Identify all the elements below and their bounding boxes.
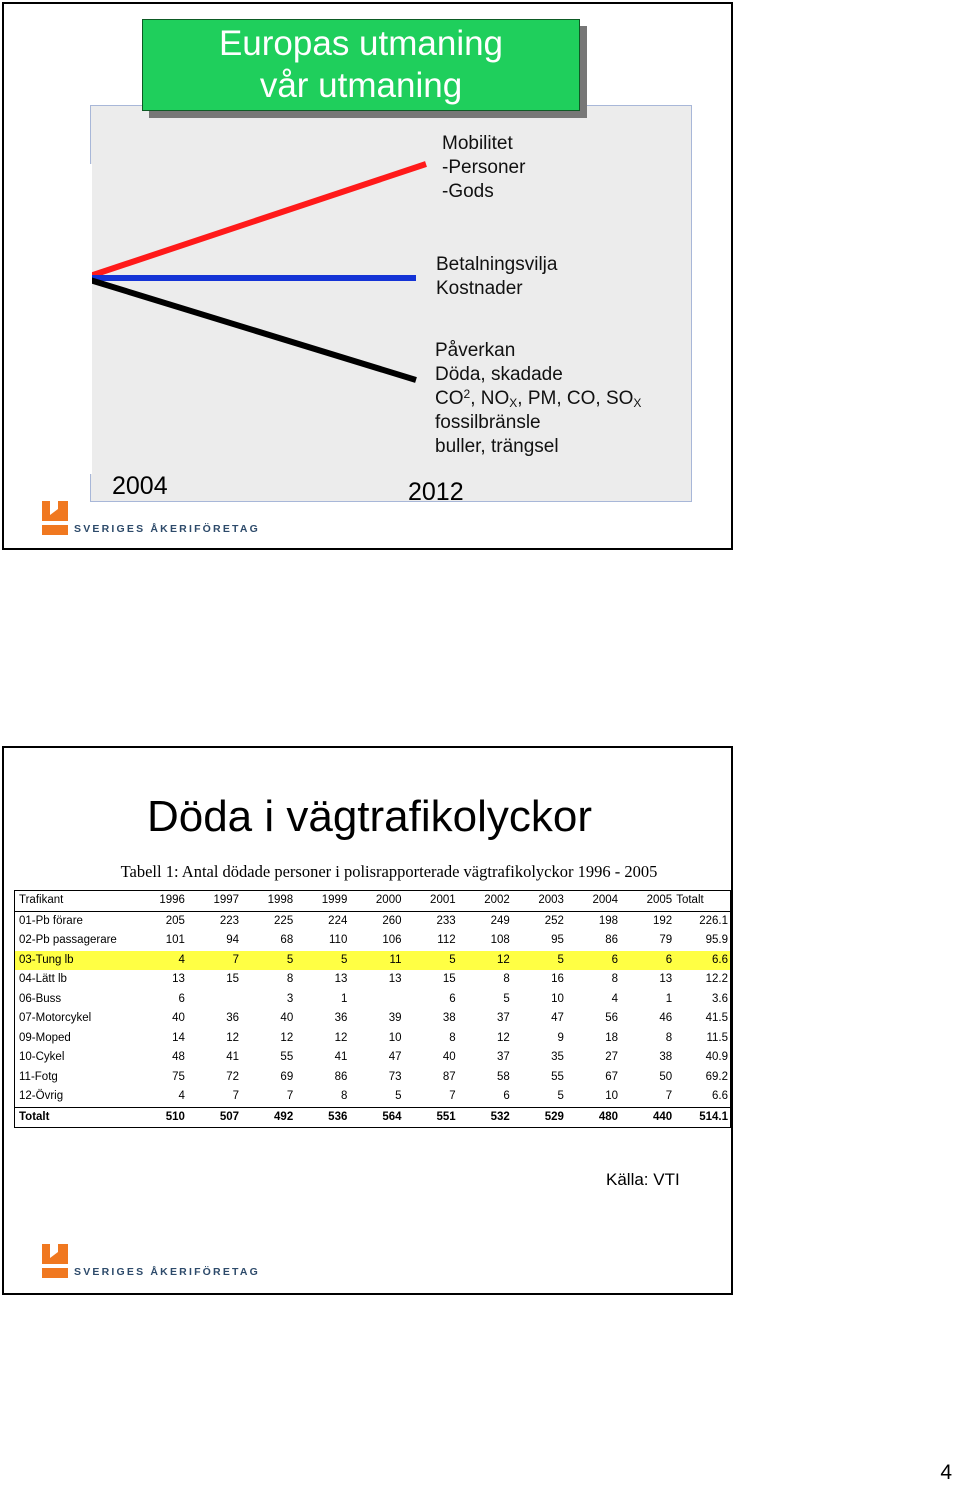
table-cell: 205 (165, 914, 185, 927)
table-cell: 13 (659, 973, 673, 985)
table-cell: 13 (172, 973, 185, 985)
table-cell: 40 (172, 1012, 185, 1024)
table-cell: 69 (280, 1070, 294, 1083)
table-cell: 40 (442, 1051, 456, 1063)
table-cell: 4 (178, 1090, 185, 1102)
table-cell: 7 (187, 951, 241, 971)
table-cell: 551 (404, 1107, 458, 1128)
table-row (15, 1029, 731, 1049)
table-cell: 73 (388, 1070, 402, 1083)
table-cell: 2005 (620, 891, 674, 912)
table-cell: 198 (598, 914, 619, 927)
table-cell: 55 (280, 1051, 294, 1063)
logo-sveriges-akeriforetag-2 (40, 1244, 261, 1285)
table-cell: 14 (172, 1031, 185, 1044)
table-cell: 12 (280, 1031, 294, 1044)
table-cell: 6 (449, 992, 456, 1005)
table-cell: 95.9 (674, 931, 730, 951)
table-cell: 225 (274, 914, 294, 927)
table-cell: 106 (382, 934, 402, 946)
table-cell: 86 (605, 934, 619, 946)
table-total-row (15, 1107, 731, 1128)
black-line-impact (90, 280, 416, 380)
table-cell: 514.1 (674, 1107, 730, 1128)
table-cell: 108 (490, 934, 510, 946)
table-cell: 12 (226, 1031, 240, 1044)
table-row (15, 1009, 731, 1029)
label-impact-noise: buller, trängsel (435, 436, 559, 457)
logo-text: SVERIGES ÅKERIFÖRETAG (74, 1266, 261, 1278)
table-cell: 7 (286, 1090, 294, 1102)
table-cell: 2000 (349, 891, 403, 912)
slide-title-box (142, 19, 580, 111)
table-cell: 50 (659, 1070, 673, 1083)
table-row-label: 06-Buss (15, 990, 133, 1010)
table-cell: 6 (620, 951, 674, 971)
table-cell: 6 (503, 1090, 510, 1102)
label-impact-deaths: Döda, skadade (435, 364, 563, 385)
table-row (15, 1068, 731, 1088)
year-start: 2004 (112, 472, 168, 500)
table-cell: 224 (328, 914, 348, 927)
table-cell: Totalt (674, 891, 730, 912)
table-cell: 13 (334, 973, 348, 985)
table-cell: 37 (496, 1012, 510, 1024)
label-willingness-title: Betalningsvilja (436, 254, 558, 275)
table-cell: 10 (388, 1031, 402, 1044)
table-cell: 15 (226, 973, 240, 985)
table-cell: 5 (503, 992, 510, 1005)
table-cell: 79 (659, 934, 673, 946)
table-cell: 101 (165, 934, 185, 946)
table-cell: 4 (133, 951, 187, 971)
table-cell: 94 (226, 934, 240, 946)
table-cell: 11 (349, 951, 403, 971)
table-cell: 233 (436, 914, 456, 927)
table-cell: 6.6 (674, 1087, 730, 1107)
table-cell: 1996 (133, 891, 187, 912)
table-cell: 39 (388, 1012, 402, 1024)
table-cell: 252 (544, 914, 564, 927)
table-cell: 8 (665, 1031, 673, 1044)
table-row-label: 01-Pb förare (15, 911, 133, 931)
table-row-label: 11-Fotg (15, 1068, 133, 1088)
table-cell: 110 (329, 934, 348, 946)
table-cell: 72 (226, 1070, 240, 1083)
slide-doda-i-vagtrafikolyckor (2, 746, 733, 1295)
slide-europas-utmaning (2, 2, 733, 550)
table-cell: 5 (295, 951, 349, 971)
label-impact (435, 339, 641, 459)
table-cell: 56 (605, 1012, 619, 1024)
table-cell: 58 (496, 1070, 510, 1083)
table-cell (349, 990, 403, 1010)
table-cell: 8 (340, 1090, 348, 1102)
table-cell: 5 (512, 951, 566, 971)
table-cell: 440 (620, 1107, 674, 1128)
table-cell: 9 (557, 1031, 564, 1044)
table-cell: 532 (458, 1107, 512, 1128)
table-cell: 36 (334, 1012, 348, 1024)
table-cell: 55 (551, 1070, 564, 1083)
logo-sveriges-akeriforetag (40, 501, 261, 542)
table-cell: 67 (605, 1070, 619, 1083)
table-cell: 41 (226, 1051, 240, 1063)
table-cell: 2002 (458, 891, 512, 912)
table-cell: 75 (172, 1070, 185, 1083)
table-cell: 12 (496, 1031, 510, 1044)
label-mobility-goods: -Gods (442, 181, 494, 202)
label-mobility-persons: -Personer (442, 157, 526, 178)
table-cell: 12.2 (674, 970, 730, 990)
table-cell: 480 (566, 1107, 620, 1128)
table-cell: 564 (349, 1107, 403, 1128)
table-cell: 2001 (404, 891, 458, 912)
table-cell: 3 (286, 992, 294, 1005)
table-cell: 13 (388, 973, 402, 985)
table-row (15, 951, 731, 971)
table-cell: 38 (659, 1051, 673, 1063)
table-cell: 536 (295, 1107, 349, 1128)
table-cell: 38 (442, 1012, 456, 1024)
table-cell: 41 (334, 1051, 348, 1063)
table-cell: 7 (665, 1090, 673, 1102)
table-row (15, 931, 731, 951)
table-cell: 47 (388, 1051, 402, 1063)
table-cell: 6 (178, 992, 185, 1005)
label-willingness-costs: Kostnader (436, 278, 523, 299)
table-row-label: 07-Motorcykel (15, 1009, 133, 1029)
table-cell: 16 (551, 973, 564, 985)
table-cell: 8 (449, 1031, 456, 1044)
table-row-label: Trafikant (15, 891, 133, 912)
table-row-label: 09-Moped (15, 1029, 133, 1049)
table-header-row (15, 891, 731, 912)
table-row (15, 911, 731, 931)
table-cell: 249 (490, 914, 510, 927)
source-label: Källa: VTI (606, 1170, 680, 1189)
label-willingness (436, 253, 557, 301)
title-line-2: vår utmaning (259, 66, 463, 105)
table-row (15, 1048, 731, 1068)
table-cell: 5 (557, 1090, 564, 1102)
table-cell: 8 (286, 973, 294, 985)
table-cell: 37 (496, 1051, 510, 1063)
table-cell: 510 (133, 1107, 187, 1128)
table-cell: 7 (449, 1090, 456, 1102)
table-cell: 1997 (187, 891, 241, 912)
label-impact-emissions: $CO^2$, $NO_X$, PM, CO, $SO_X$ (435, 387, 642, 410)
table-cell: 529 (512, 1107, 566, 1128)
fatalities-table (14, 890, 731, 1128)
table-cell: 1 (665, 992, 673, 1005)
table-cell: 12 (334, 1031, 348, 1044)
table-cell: 35 (551, 1051, 564, 1063)
table-cell: 2004 (566, 891, 620, 912)
year-end: 2012 (408, 478, 464, 506)
table-row-label: 03-Tung lb (15, 951, 133, 971)
table-cell: 4 (611, 992, 619, 1005)
table-cell: 3.6 (674, 990, 730, 1010)
table-row-label: 10-Cykel (15, 1048, 133, 1068)
table-row-label: 04-Lätt lb (15, 970, 133, 990)
table-cell: 260 (382, 914, 402, 927)
table-row (15, 970, 731, 990)
table-cell: 87 (442, 1070, 456, 1083)
table-cell: 11.5 (674, 1029, 730, 1049)
table-cell: 68 (280, 934, 294, 946)
label-mobility (442, 132, 525, 204)
table-cell: 10 (551, 992, 564, 1005)
logo-icon (40, 501, 70, 537)
table-cell: 226.1 (674, 911, 730, 931)
table-cell: 507 (187, 1107, 241, 1128)
table-cell: 8 (611, 973, 619, 985)
table-cell: 223 (219, 914, 240, 927)
red-line-mobility (90, 164, 426, 276)
table-cell: 47 (551, 1012, 564, 1024)
label-impact-title: Påverkan (435, 340, 516, 361)
table-row (15, 990, 731, 1010)
table-cell: 8 (503, 973, 510, 985)
table-cell: 1999 (295, 891, 349, 912)
table-cell: 40.9 (674, 1048, 730, 1068)
table-cell: 27 (605, 1051, 619, 1063)
table-cell (187, 990, 241, 1010)
table-cell: 95 (551, 934, 564, 946)
table-cell: 86 (334, 1070, 348, 1083)
table-cell: 6.6 (674, 951, 730, 971)
table-cell: 48 (172, 1051, 185, 1063)
table-caption: Tabell 1: Antal dödade personer i polisrapporterade vägtrafikolyckor 1996 - 2005 (120, 862, 658, 881)
table-cell: 36 (226, 1012, 240, 1024)
table-cell: 12 (458, 951, 512, 971)
label-mobility-title: Mobilitet (442, 133, 513, 154)
logo-icon (40, 1244, 70, 1280)
table-cell: 6 (566, 951, 620, 971)
table-row (15, 1087, 731, 1107)
table-cell: 2003 (512, 891, 566, 912)
table-cell: 5 (241, 951, 295, 971)
slide-title: Döda i vägtrafikolyckor (146, 792, 593, 841)
table-cell: 1 (340, 992, 348, 1005)
table-cell: 18 (605, 1031, 619, 1044)
table-cell: 40 (280, 1012, 294, 1024)
table-row-label: 12-Övrig (15, 1087, 133, 1107)
page-number: 4 (940, 1461, 952, 1484)
logo-text: SVERIGES ÅKERIFÖRETAG (74, 523, 261, 535)
title-line-1: Europas utmaning (218, 24, 504, 63)
table-cell: 10 (605, 1090, 619, 1102)
table-cell: 15 (442, 973, 456, 985)
table-row-label: 02-Pb passagerare (15, 931, 133, 951)
table-row-label: Totalt (15, 1107, 133, 1128)
table-cell: 492 (241, 1107, 295, 1128)
table-cell: 192 (653, 914, 673, 927)
table-cell: 112 (437, 934, 456, 946)
table-cell: 1998 (241, 891, 295, 912)
table-cell: 69.2 (674, 1068, 730, 1088)
table-cell: 41.5 (674, 1009, 730, 1029)
table-cell: 46 (659, 1012, 673, 1024)
table-cell: 5 (395, 1090, 402, 1102)
table-cell: 5 (404, 951, 458, 971)
table-cell: 7 (232, 1090, 240, 1102)
label-impact-fossil: fossilbränsle (435, 412, 541, 433)
